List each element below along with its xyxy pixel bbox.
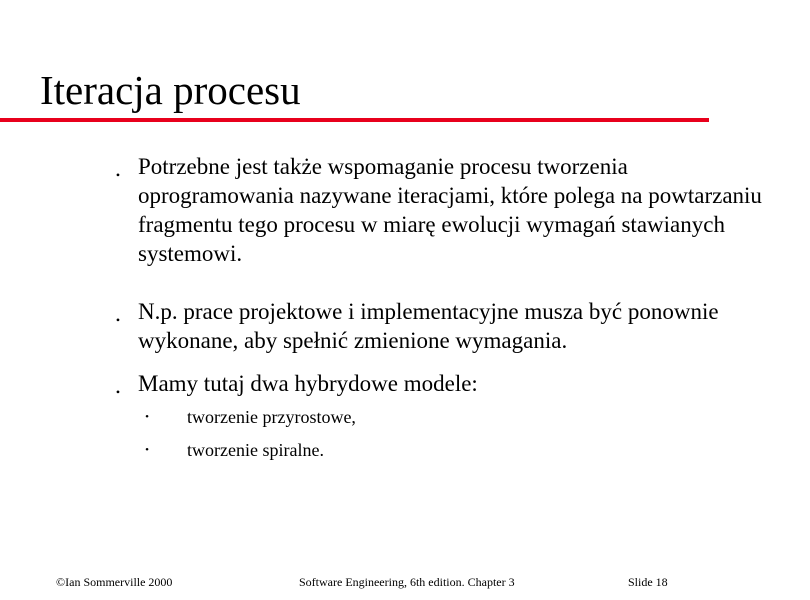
bullet-marker: •: [115, 385, 121, 399]
sub-bullet-text: tworzenie przyrostowe,: [187, 407, 356, 427]
sub-bullet-marker: •: [145, 411, 149, 423]
bullet-marker: •: [115, 313, 121, 327]
footer-copyright: ©Ian Sommerville 2000: [56, 575, 173, 589]
bullet-marker: •: [115, 168, 121, 182]
slide-title: Iteracja procesu: [40, 67, 301, 113]
bullet-text: Potrzebne jest także wspomaganie procesu tworzenia oprogramowania nazywane iteracjami, które polega na powtarzaniu fragmentu tego procesu w miarę ewolucji wymagań stawianych systemowi.: [138, 154, 762, 266]
bullet-text: Mamy tutaj dwa hybrydowe modele:: [138, 371, 478, 396]
sub-bullet-marker: •: [145, 444, 149, 456]
footer-slide-number: Slide 18: [628, 575, 668, 589]
title-underline: [0, 118, 709, 122]
bullet-text: N.p. prace projektowe i implementacyjne musza być ponownie wykonane, aby spełnić zmienione wymagania.: [138, 299, 719, 353]
footer-book-title: Software Engineering, 6th edition. Chapter 3: [299, 575, 515, 589]
sub-bullet-text: tworzenie spiralne.: [187, 440, 324, 460]
